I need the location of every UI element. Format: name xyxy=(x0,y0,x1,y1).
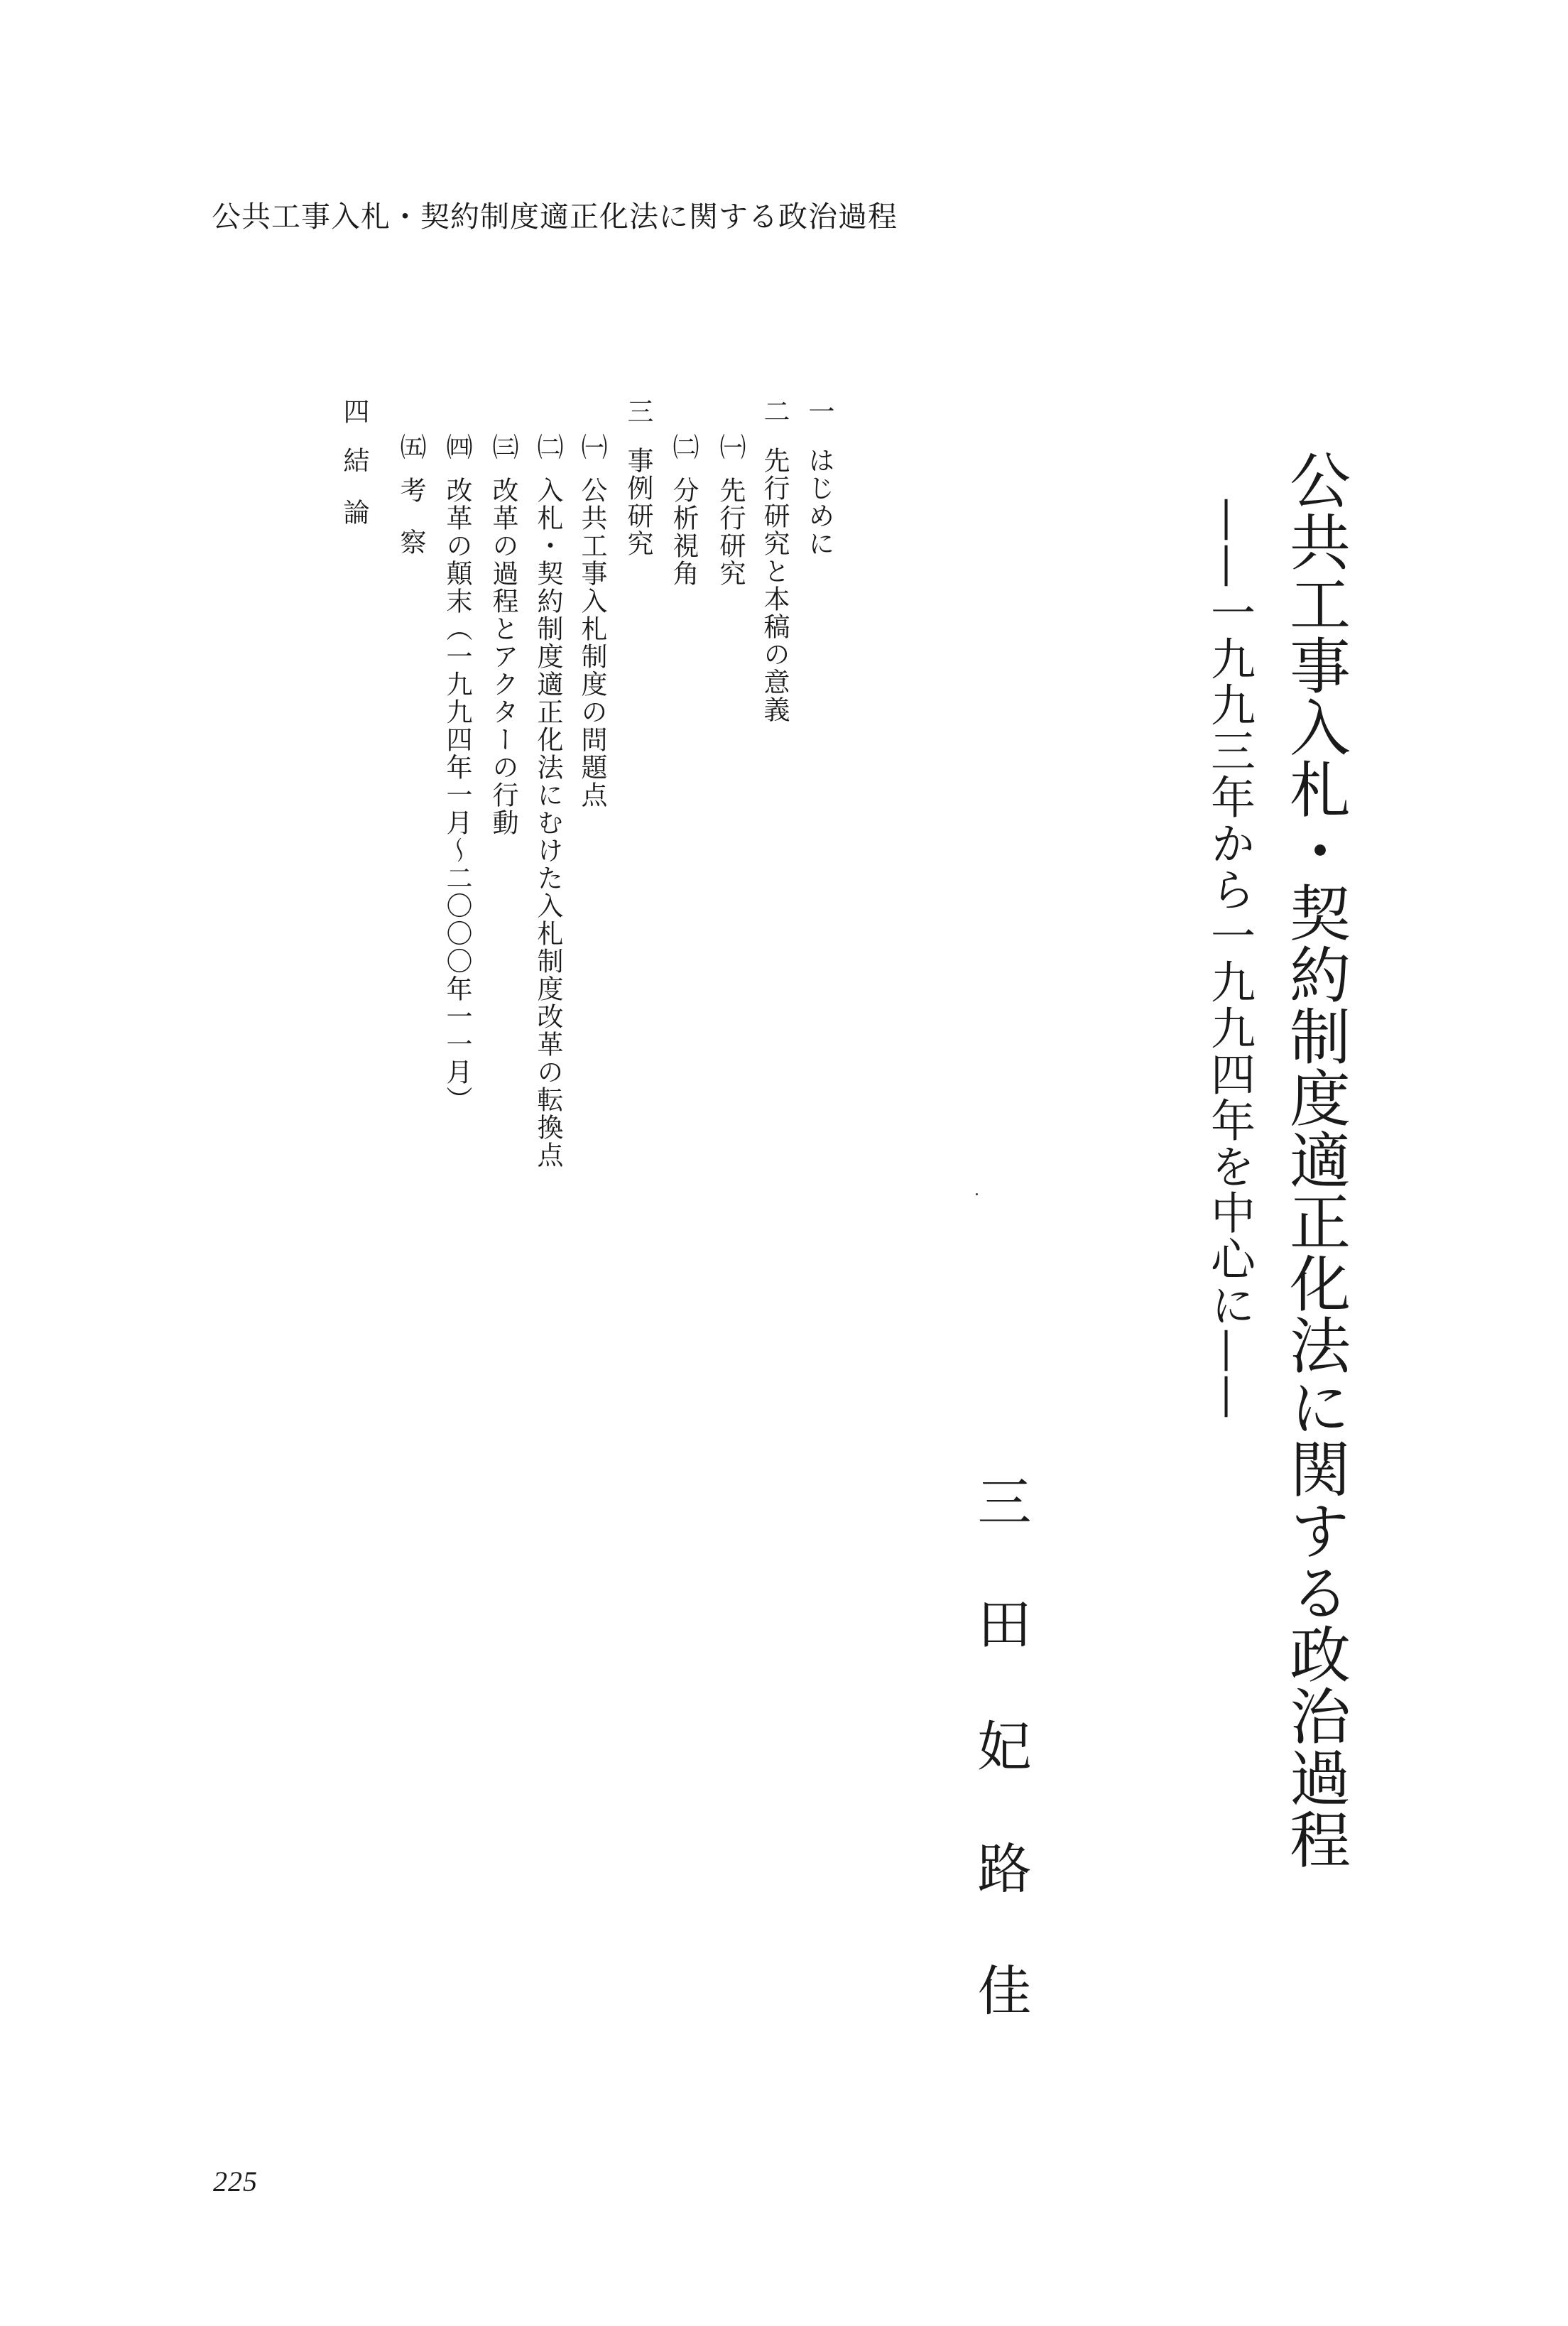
toc-item-label: 入札・契約制度適正化法にむけた入札制度改革の転換点 xyxy=(533,477,563,1169)
scan-speck xyxy=(976,1193,978,1195)
author-name: 三田妃路佳 xyxy=(969,1474,1032,2085)
toc-item-label: 考察 xyxy=(396,477,426,580)
toc-item-label: 公共工事入札制度の問題点 xyxy=(577,477,607,809)
article-title: 公共工事入札・契約制度適正化法に関する政治過程 xyxy=(1279,449,1350,1870)
toc-item-number: 二 xyxy=(759,398,790,425)
toc-item xyxy=(398,433,424,580)
toc-item-number: 三 xyxy=(623,398,653,425)
running-head: 公共工事入札・契約制度適正化法に関する政治過程 xyxy=(212,200,898,234)
toc-item-number: ㈣ xyxy=(442,433,472,461)
toc-item xyxy=(535,433,561,1169)
toc-item xyxy=(625,398,651,558)
toc-item xyxy=(717,433,744,587)
toc-item xyxy=(490,433,516,837)
toc-item-label: 改革の過程とアクターの行動 xyxy=(488,477,518,837)
toc-item xyxy=(579,433,605,809)
toc-item-number: ㈠ xyxy=(577,433,607,461)
toc-item-label: 改革の顛末（一九九四年一月〜二〇〇〇年一一月） xyxy=(442,477,472,1114)
page-number: 225 xyxy=(213,2165,258,2197)
toc-item-number: 一 xyxy=(804,398,834,425)
toc-item xyxy=(761,398,788,724)
toc-item-number: ㈡ xyxy=(668,433,699,461)
toc-item-label: 先行研究 xyxy=(715,477,746,587)
toc-item-label: 事例研究 xyxy=(623,447,653,558)
article-subtitle: ——一九九三年から一九九四年を中心に—— xyxy=(1204,497,1256,1420)
toc-item-label: 分析視角 xyxy=(668,477,699,587)
toc-item-number: 四 xyxy=(339,398,369,425)
toc-item xyxy=(806,398,832,558)
toc-item-label: 先行研究と本稿の意義 xyxy=(759,447,790,724)
toc-item-label: はじめに xyxy=(804,447,834,558)
toc-item-number: ㈢ xyxy=(488,433,518,461)
table-of-contents xyxy=(327,398,838,1250)
toc-item-number: ㈠ xyxy=(715,433,746,461)
toc-item-label: 結論 xyxy=(339,447,369,550)
toc-item xyxy=(341,398,367,550)
toc-item-number: ㈤ xyxy=(396,433,426,461)
toc-item xyxy=(444,433,470,1114)
toc-item xyxy=(670,433,697,587)
toc-item-number: ㈡ xyxy=(533,433,563,461)
